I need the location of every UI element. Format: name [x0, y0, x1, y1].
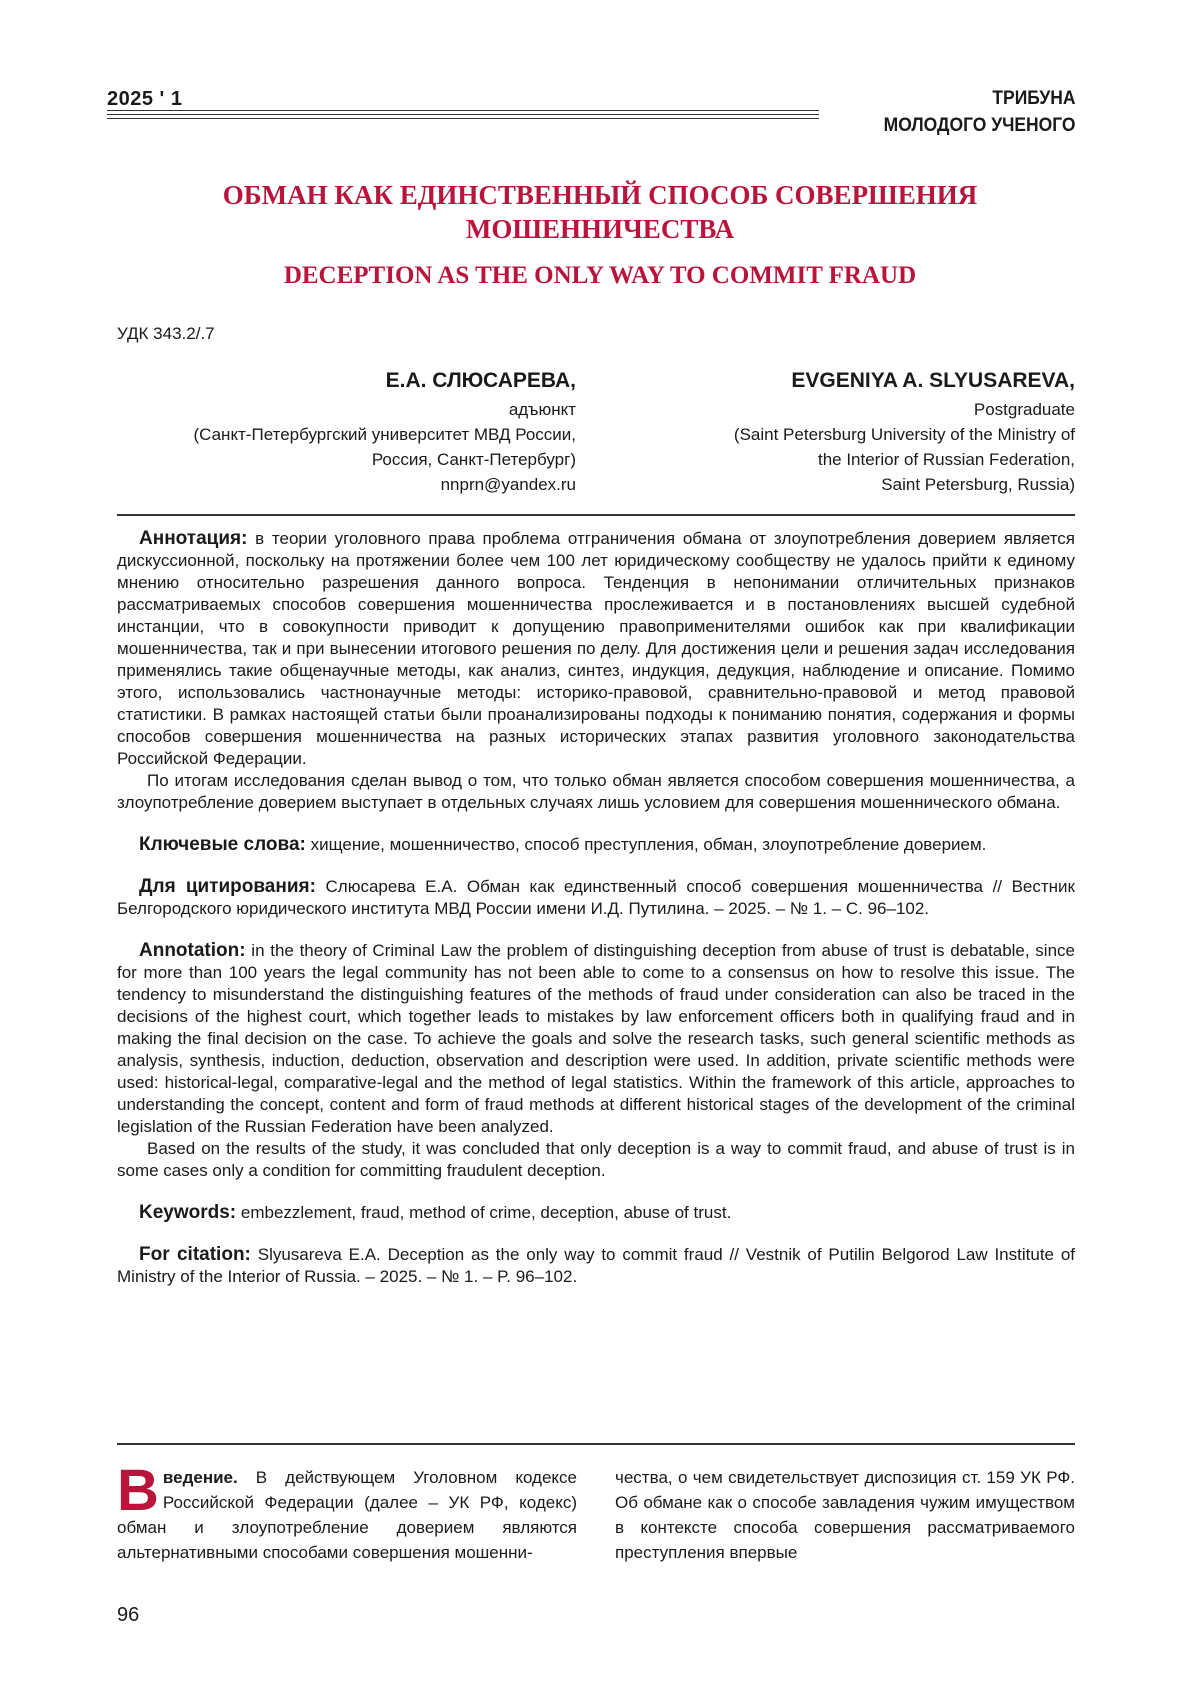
author-affiliation: the Interior of Russian Federation, [817, 450, 1075, 469]
section-divider [117, 1443, 1075, 1445]
author-affiliation: (Saint Petersburg University of the Ministry of [733, 425, 1075, 444]
author-name: EVGENIYA A. SLYUSAREVA, [791, 369, 1075, 392]
citation-ru: Для цитирования: Слюсарева Е.А. Обман как единственный способ совершения мошенничества // Вестник Белгородского юридического института МВД России имени И.Д. Путилина. – 2025. – № 1. – С. 96–102. [117, 876, 1075, 918]
author-block-en [734, 367, 1075, 497]
drop-cap: В [117, 1458, 159, 1523]
intro-heading: ведение. [162, 1468, 238, 1487]
header-rule [107, 114, 819, 115]
abstract-en: Annotation: in the theory of Criminal Law the problem of distinguishing deception from abuse of trust is debatable, since for more than 100 years the legal community has not been able to come to a consensus on how to resolve this issue. The tendency to misunderstand the distinguishing features of the methods of fraud under consideration can also be traced in the decisions of the highest court, which together leads to mistakes by law enforcement officers both in qualifying fraud and in making the final decision on the case. To achieve the goals and solve the research tasks, such general scientific methods as analysis, synthesis, induction, deduction, observation and description were used. In addition, private scientific methods were used: historical-legal, comparative-legal and the method of legal statistics. Within the framework of this article, approaches to understanding the concept, content and form of fraud methods at different historical stages of the development of the criminal legislation of the Russian Federation have been analyzed. Based on the results of the study, it was concluded that only deception is a way to commit fraud, and abuse of trust is in some cases only a condition for committing fraudulent deception. [117, 940, 1075, 1180]
header-rule [107, 110, 819, 111]
author-position: адъюнкт [508, 400, 576, 419]
article-title-ru: ОБМАН КАК ЕДИНСТВЕННЫЙ СПОСОБ СОВЕРШЕНИЯ МОШЕННИЧЕСТВА [222, 180, 978, 244]
header-rule [107, 118, 819, 119]
author-position: Postgraduate [973, 400, 1075, 419]
section-divider [117, 514, 1075, 516]
citation-en: For citation: Slyusareva E.A. Deception as the only way to commit fraud // Vestnik of Putilin Belgorod Law Institute of Ministry of the Interior of Russia. – 2025. – № 1. – P. 96–102. [117, 1244, 1076, 1286]
author-email[interactable]: nnprn@yandex.ru [440, 475, 576, 494]
udk-code: УДК 343.2/.7 [117, 324, 215, 343]
author-affiliation: Россия, Санкт-Петербург) [371, 450, 576, 469]
keywords-ru: Ключевые слова: хищение, мошенничество, способ преступления, обман, злоупотребление доверием. [139, 834, 987, 855]
body-columns [117, 1458, 1075, 1565]
page-number: 96 [117, 1604, 140, 1626]
keywords-en: Keywords: embezzlement, fraud, method of crime, deception, abuse of trust. [139, 1202, 732, 1223]
journal-section-title: ТРИБУНА МОЛОДОГО УЧЕНОГО [884, 88, 1076, 136]
issue-number: 2025 ' 1 [107, 88, 183, 110]
author-affiliation: (Санкт-Петербургский университет МВД России, [193, 425, 576, 444]
body-column-right: чества, о чем свидетельствует диспозиция ст. 159 УК РФ. Об обмане как о способе завладения чужим имуществом в контексте способа совершения рассматриваемого преступления впервые [615, 1468, 1075, 1562]
abstracts-section [117, 528, 1075, 1308]
author-name: Е.А. СЛЮСАРЕВА, [385, 369, 576, 392]
author-block-ru [193, 367, 576, 497]
author-affiliation: Saint Petersburg, Russia) [881, 475, 1075, 494]
article-title-en: DECEPTION AS THE ONLY WAY TO COMMIT FRAUD [283, 262, 917, 289]
abstract-ru: Аннотация: в теории уголовного права проблема отграничения обмана от злоупотребления доверием является дискуссионной, поскольку на протяжении более чем 100 лет юридическому сообществу не удалось прийти к единому мнению относительно разрешения данного вопроса. Тенденция в непонимании отличительных признаков рассматриваемых способов совершения мошенничества прослеживается и в постановлениях высшей судебной инстанции, что в совокупности приводит к допущению правоприменителями ошибок как при квалификации мошенничества, так и при вынесении итогового решения по делу. Для достижения цели и решения задач исследования применялись такие общенаучные методы, как анализ, синтез, индукция, дедукция, наблюдение и описание. Помимо этого, использовались частнонаучные методы: историко-правовой, сравнительно-правовой и метод правовой статистики. В рамках настоящей статьи были проанализированы подходы к пониманию понятия, содержания и формы способов совершения мошенничества на разных исторических этапах развития уголовного законодательства Российской Федерации. По итогам исследования сделан вывод о том, что только обман является способом совершения мошенничества, а злоупотребление доверием выступает в отдельных случаях лишь условием для совершения мошеннического обмана. [117, 528, 1075, 812]
body-column-left: Введение. В действующем Уголовном кодексе Российской Федерации (далее – УК РФ, кодекс) обман и злоупотребление доверием являются альтернативными способами совершения мошенни- [117, 1458, 578, 1562]
